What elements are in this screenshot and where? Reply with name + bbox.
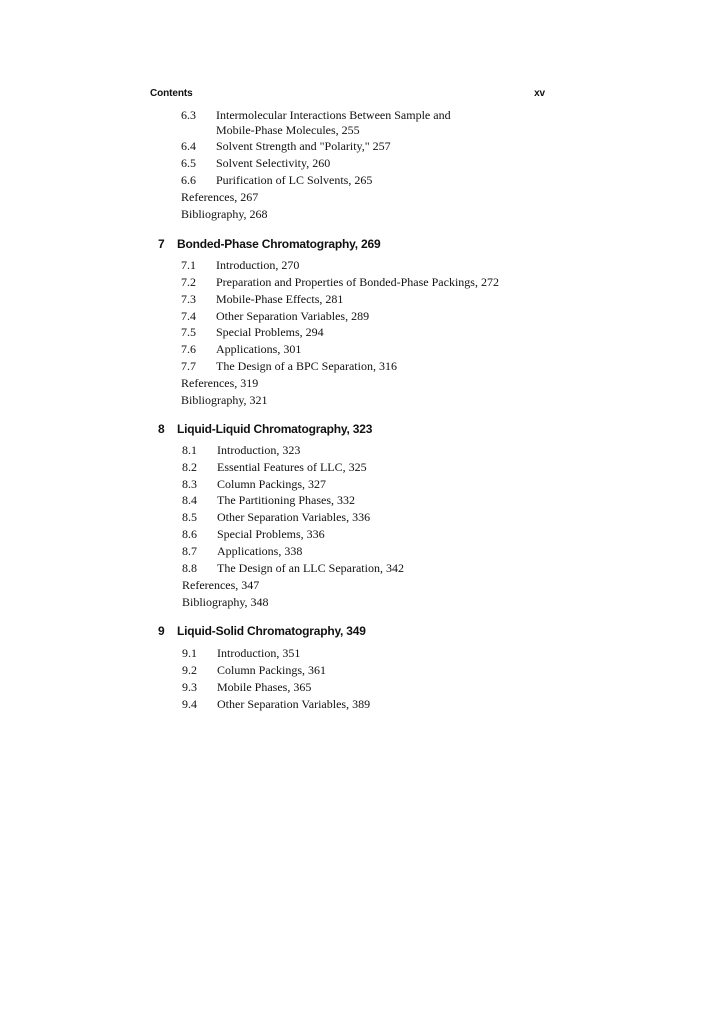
section-number: 7.1 (181, 258, 196, 272)
section-title: Other Separation Variables, 289 (216, 309, 370, 323)
section-number: 7.5 (181, 325, 196, 339)
section-title: Column Packings, 327 (217, 477, 327, 491)
section-number: 7.7 (181, 359, 196, 373)
chapter-title: Liquid-Solid Chromatography, 349 (177, 624, 366, 638)
section-number: 8.2 (182, 460, 197, 474)
section-title: Mobile-Phase Effects, 281 (216, 292, 344, 306)
section-number: 9.2 (182, 663, 197, 677)
section-title: Introduction, 270 (216, 258, 300, 272)
section-title: Introduction, 351 (217, 646, 301, 660)
section-title: Special Problems, 336 (217, 527, 325, 541)
toc-references-ch7: References, 319 (181, 376, 259, 390)
section-title: Column Packings, 361 (217, 663, 327, 677)
section-number: 8.7 (182, 544, 197, 558)
section-number: 7.4 (181, 309, 196, 323)
section-number: 8.4 (182, 493, 197, 507)
section-number: 8.3 (182, 477, 197, 491)
section-number: 8.8 (182, 561, 197, 575)
section-title: Preparation and Properties of Bonded-Phase Packings, 272 (216, 275, 499, 289)
section-title: Intermolecular Interactions Between Sample and (216, 108, 451, 122)
section-number: 9.4 (182, 697, 197, 711)
section-title: Applications, 338 (217, 544, 303, 558)
section-number: 7.2 (181, 275, 196, 289)
chapter-number: 7 (158, 237, 165, 251)
section-title: The Partitioning Phases, 332 (217, 493, 355, 507)
toc-bibliography-ch6: Bibliography, 268 (181, 207, 268, 221)
chapter-number: 9 (158, 624, 165, 638)
chapter-number: 8 (158, 422, 165, 436)
section-title: Other Separation Variables, 389 (217, 697, 371, 711)
section-title: The Design of a BPC Separation, 316 (216, 359, 397, 373)
section-number: 8.1 (182, 443, 197, 457)
section-number: 6.3 (181, 108, 196, 122)
toc-references-ch8: References, 347 (182, 578, 260, 592)
section-title: Solvent Selectivity, 260 (216, 156, 331, 170)
section-number: 6.4 (181, 139, 196, 153)
section-number: 8.6 (182, 527, 197, 541)
section-number: 7.6 (181, 342, 196, 356)
section-title: Mobile Phases, 365 (217, 680, 312, 694)
chapter-title: Bonded-Phase Chromatography, 269 (177, 237, 381, 251)
chapter-title: Liquid-Liquid Chromatography, 323 (177, 422, 373, 436)
section-title: Special Problems, 294 (216, 325, 324, 339)
section-number: 9.3 (182, 680, 197, 694)
section-title: Other Separation Variables, 336 (217, 510, 371, 524)
section-title: Applications, 301 (216, 342, 302, 356)
section-title: Introduction, 323 (217, 443, 301, 457)
section-title: Essential Features of LLC, 325 (217, 460, 367, 474)
section-title: Solvent Strength and "Polarity," 257 (216, 139, 391, 153)
section-number: 9.1 (182, 646, 197, 660)
section-number: 7.3 (181, 292, 196, 306)
section-number: 8.5 (182, 510, 197, 524)
section-number: 6.6 (181, 173, 196, 187)
section-number: 6.5 (181, 156, 196, 170)
toc-bibliography-ch7: Bibliography, 321 (181, 393, 268, 407)
toc-bibliography-ch8: Bibliography, 348 (182, 595, 269, 609)
running-head-title: Contents (150, 88, 193, 99)
section-title: Purification of LC Solvents, 265 (216, 173, 373, 187)
section-title: The Design of an LLC Separation, 342 (217, 561, 404, 575)
toc-references-ch6: References, 267 (181, 190, 259, 204)
section-title-continued: Mobile-Phase Molecules, 255 (216, 123, 360, 137)
page-number: xv (534, 88, 545, 99)
running-head (150, 88, 545, 102)
